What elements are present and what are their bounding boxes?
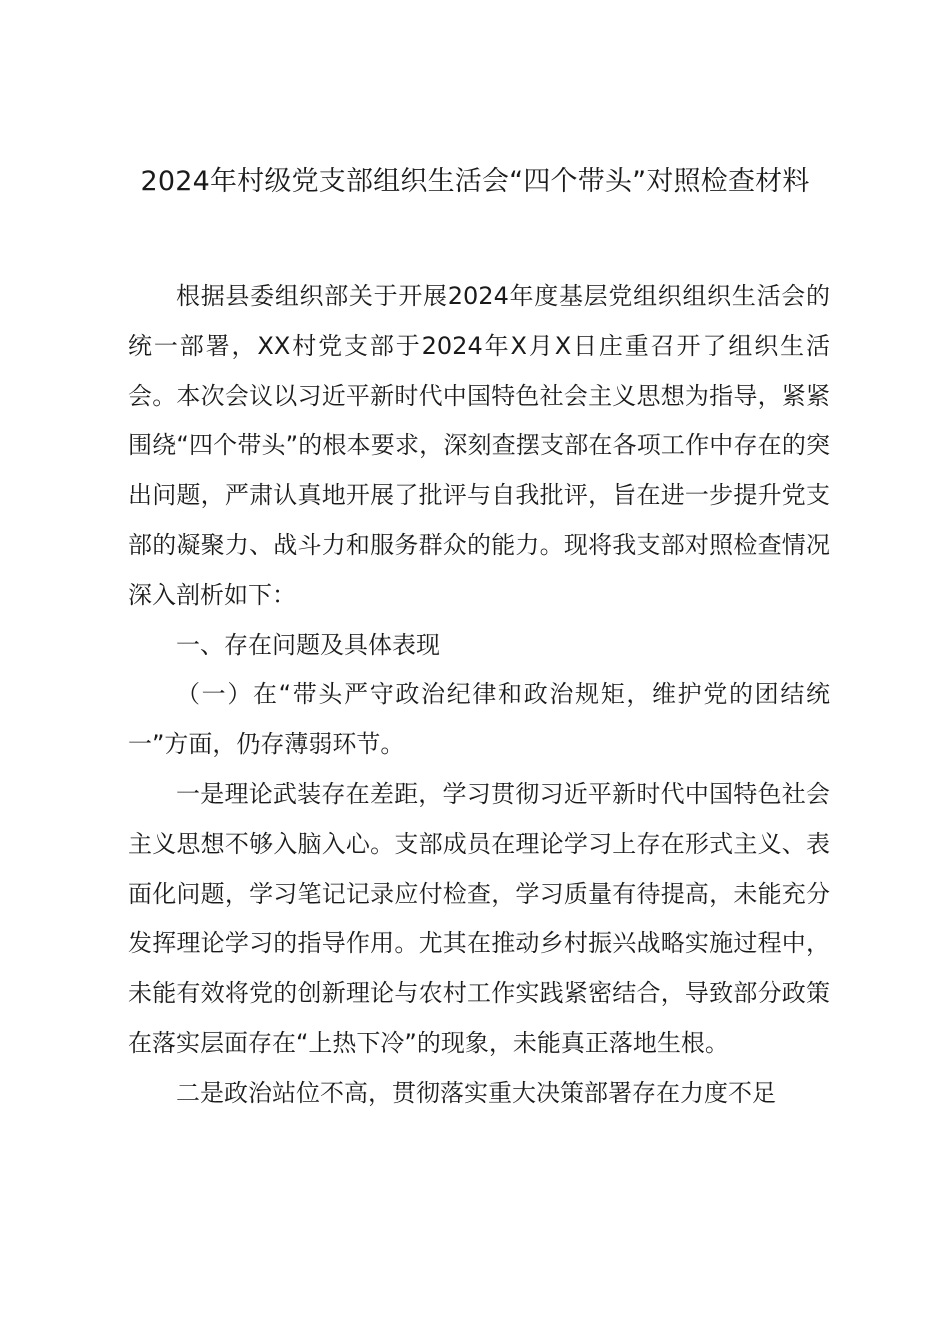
- section-heading: 一、存在问题及具体表现: [176, 630, 440, 659]
- paragraph-point-two: 二是政治站位不高，贯彻落实重大决策部署存在力度不足: [176, 1078, 776, 1107]
- subsection-heading: （一）在“带头严守政治纪律和政治规矩，维护党的团结统一”方面，仍存薄弱环节。: [128, 680, 830, 759]
- document-body: [128, 272, 830, 1119]
- paragraph-intro: 根据县委组织部关于开展2024年度基层党组织组织生活会的统一部署，XX村党支部于2024年X月X日庄重召开了组织生活会。本次会议以习近平新时代中国特色社会主义思想为指导，紧紧围绕“四个带头”的根本要求，深刻查摆支部在各项工作中存在的突出问题，严肃认真地开展了批评与自我批评，旨在进一步提升党支部的凝聚力、战斗力和服务群众的能力。现将我支部对照检查情况深入剖析如下：: [128, 282, 830, 609]
- document-title: 2024年村级党支部组织生活会“四个带头”对照检查材料: [140, 166, 810, 197]
- paragraph-point-one: 一是理论武装存在差距，学习贯彻习近平新时代中国特色社会主义思想不够入脑入心。支部成员在理论学习上存在形式主义、表面化问题，学习笔记记录应付检查，学习质量有待提高，未能充分发挥理论学习的指导作用。尤其在推动乡村振兴战略实施过程中，未能有效将党的创新理论与农村工作实践紧密结合，导致部分政策在落实层面存在“上热下冷”的现象，未能真正落地生根。: [128, 779, 830, 1057]
